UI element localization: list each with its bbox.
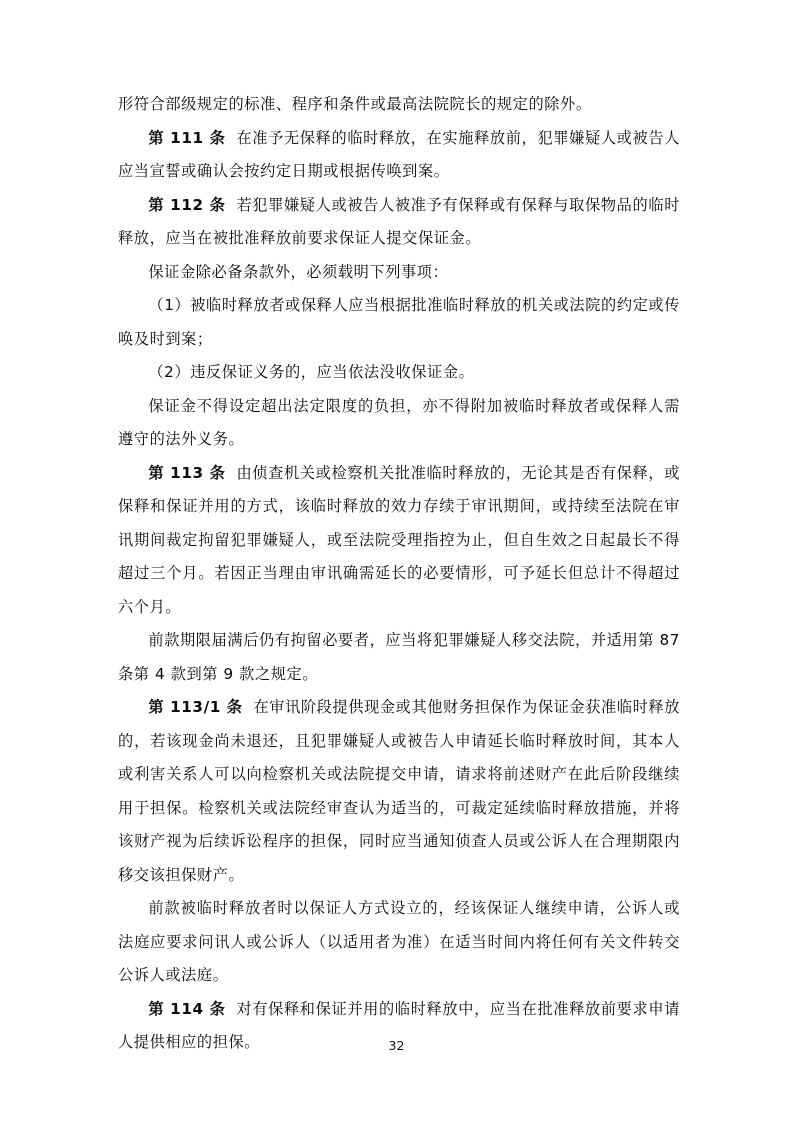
page-body (118, 88, 680, 1060)
paragraph (118, 624, 680, 691)
paragraph (118, 256, 680, 290)
article-label: 第 111 条 (148, 128, 226, 147)
paragraph-text: 在准予无保释的临时释放，在实施释放前，犯罪嫌疑人或被告人应当宣誓或确认会按约定日期或根据传唤到案。 (118, 128, 680, 180)
paragraph-text: （2）违反保证义务的，应当依法没收保证金。 (148, 363, 475, 381)
paragraph-text: 对有保释和保证并用的临时释放中，应当在批准释放前要求申请人提供相应的担保。 (118, 999, 680, 1051)
paragraph (118, 356, 680, 390)
paragraph (118, 457, 680, 625)
paragraph-text: 形符合部级规定的标准、程序和条件或最高法院院长的规定的除外。 (118, 95, 592, 113)
paragraph (118, 892, 680, 993)
paragraph-text: 由侦查机关或检察机关批准临时释放的，无论其是否有保释，或保释和保证并用的方式，该临时释放的效力存续于审讯期间，或持续至法院在审讯期间裁定拘留犯罪嫌疑人，或至法院受理指控为止，但自生效之日起最长不得超过三个月。若因正当理由审讯确需延长的必要情形，可予延长但总计不得超过六个月。 (118, 463, 680, 616)
paragraph-text: 若犯罪嫌疑人或被告人被准予有保释或有保释与取保物品的临时释放，应当在被批准释放前要求保证人提交保证金。 (118, 195, 680, 247)
article-label: 第 113/1 条 (148, 698, 243, 716)
article-label: 第 112 条 (148, 195, 226, 214)
paragraph-text: 保证金除必备条款外，必须载明下列事项： (148, 262, 449, 281)
paragraph (118, 189, 680, 256)
paragraph (118, 289, 680, 356)
paragraph-text: 前款期限届满后仍有拘留必要者，应当将犯罪嫌疑人移交法院，并适用第 87 条第 4 款到第 9 款之规定。 (118, 631, 680, 683)
paragraph (118, 122, 680, 189)
paragraph-text: 保证金不得设定超出法定限度的负担，亦不得附加被临时释放者或保释人需遵守的法外义务。 (118, 396, 680, 448)
paragraph-text: （1）被临时释放者或保释人应当根据批准临时释放的机关或法院的约定或传唤及时到案； (118, 296, 680, 348)
article-label: 第 113 条 (148, 463, 226, 482)
paragraph-text: 在审讯阶段提供现金或其他财务担保作为保证金获准临时释放的，若该现金尚未退还，且犯罪嫌疑人或被告人申请延长临时释放时间，其本人或利害关系人可以向检察机关或法院提交申请，请求将前述财产在此后阶段继续用于担保。检察机关或法院经审查认为适当的，可裁定延续临时释放措施，并将该财产视为后续诉讼程序的担保，同时应当通知侦查人员或公诉人在合理期限内移交该担保财产。 (118, 698, 681, 884)
paragraph-text: 前款被临时释放者时以保证人方式设立的，经该保证人继续申请，公诉人或法庭应要求问讯人或公诉人（以适用者为准）在适当时间内将任何有关文件转交公诉人或法庭。 (118, 899, 680, 984)
paragraph (118, 88, 680, 122)
page-number: 32 (388, 1038, 405, 1053)
article-label: 第 114 条 (148, 999, 226, 1018)
paragraph (118, 390, 680, 457)
paragraph (118, 691, 680, 892)
